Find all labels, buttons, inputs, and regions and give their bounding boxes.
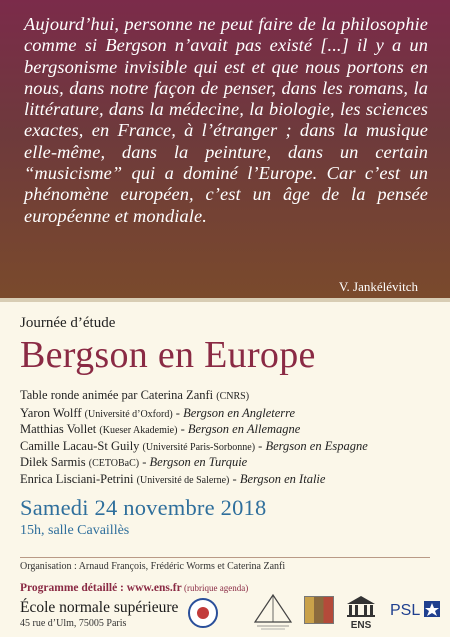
participant-separator: - — [172, 406, 184, 420]
quote-text: Aujourd’hui, personne ne peut faire de la philosophie comme si Bergson n’avait pas existé [...] il y a un bergsonisme invisible qui est et que nous portons en nous, dans notre façon de penser, dans les romans, la littérature, dans la médecine, la biologie, les sciences exactes, en France, à l’étranger ; dans la musique elle-même, dans la peinture, dans un certain “musicisme” qui a dominé l’Europe. Car c’est un phénomène européen, c’est un âge de la pensée européenne et mondiale. — [24, 14, 428, 226]
psl-logo — [390, 598, 442, 620]
footer-rule — [20, 557, 430, 558]
school-name: École normale supérieure — [20, 599, 179, 616]
participant-topic: Bergson en Turquie — [149, 455, 248, 470]
moderation-text: Table ronde animée par Caterina Zanfi — [20, 388, 214, 402]
participant-topic: Bergson en Espagne — [265, 438, 368, 453]
programme-line — [20, 582, 248, 594]
programme-label: Programme détaillé : — [20, 582, 127, 594]
school-address: 45 rue d’Ulm, 75005 Paris — [20, 618, 127, 629]
participant-affiliation: (CETOBaC) — [88, 458, 140, 470]
participant-list — [20, 406, 368, 488]
quote-author: V. Jankélévitch — [338, 279, 418, 294]
grid-logo — [304, 596, 334, 624]
programme-link[interactable]: www.ens.fr — [126, 582, 182, 594]
moderation — [20, 388, 249, 403]
organisers: Organisation : Arnaud François, Frédéric Worms et Caterina Zanfi — [20, 561, 286, 572]
participant-topic: Bergson en Italie — [239, 471, 326, 486]
participant-separator: - — [229, 471, 240, 486]
event-time: 15h, salle Cavaillès — [20, 523, 130, 538]
participant-topic: Bergson en Allemagne — [187, 422, 301, 437]
participant-name: Yaron Wolff — [20, 406, 82, 420]
participant-row — [20, 455, 368, 471]
participant-affiliation: (Université Paris-Sorbonne) — [142, 441, 256, 453]
participant-name: Enrica Lisciani-Petrini — [20, 471, 134, 486]
triangle-logo — [252, 592, 294, 632]
divider — [0, 298, 450, 302]
participant-row — [20, 439, 368, 455]
event-type: Journée d’étude — [20, 315, 116, 331]
participant-row — [20, 472, 368, 488]
programme-note: (rubrique agenda) — [181, 583, 249, 593]
participant-name: Matthias Vollet — [20, 422, 97, 437]
participant-affiliation: (Université de Salerne) — [136, 474, 230, 486]
participant-separator: - — [139, 455, 150, 470]
participant-row — [20, 422, 368, 438]
event-title: Bergson en Europe — [20, 334, 316, 376]
participant-topic: Bergson en Angleterre — [183, 406, 296, 420]
participant-separator: - — [255, 438, 266, 453]
participant-affiliation: (Kueser Akademie) — [99, 425, 178, 437]
participant-name: Dilek Sarmis — [20, 455, 86, 470]
participant-row — [20, 406, 368, 422]
event-date: Samedi 24 novembre 2018 — [20, 495, 267, 520]
psl-logo-text: PSL — [390, 602, 421, 619]
participant-name: Camille Lacau-St Guily — [20, 438, 140, 453]
ens-logo — [343, 592, 379, 632]
participant-separator: - — [177, 422, 188, 437]
seal-logo — [188, 598, 218, 628]
moderation-affiliation: (CNRS) — [216, 391, 250, 402]
participant-affiliation: (Université d’Oxford) — [84, 409, 173, 420]
quote-box — [0, 0, 450, 298]
ens-logo-text: ENS — [350, 620, 372, 631]
